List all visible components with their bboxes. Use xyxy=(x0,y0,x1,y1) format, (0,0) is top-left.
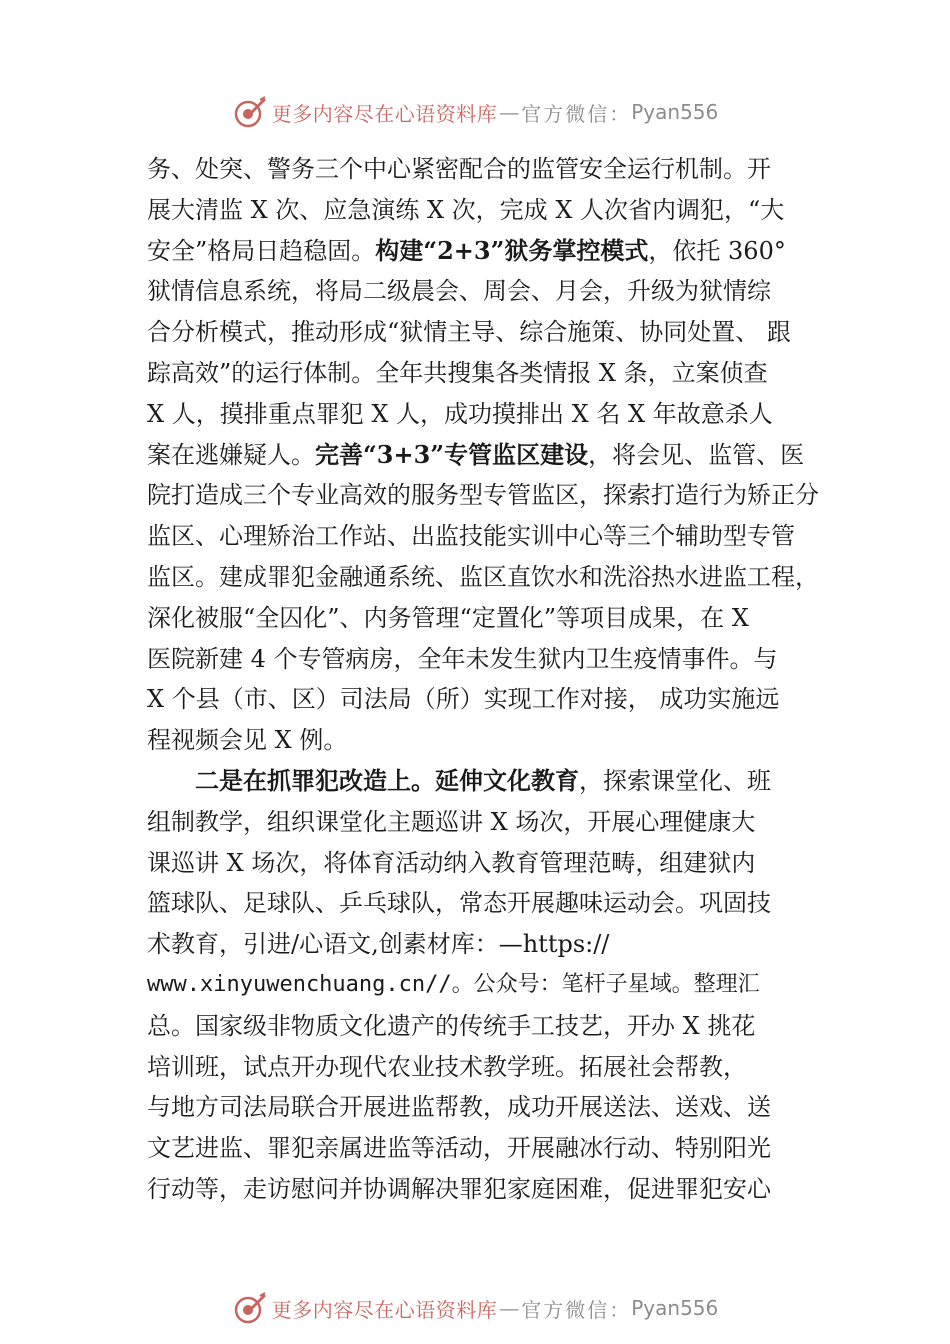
text-line: X 个县（市、区）司法局（所）实现工作对接， 成功实施远 xyxy=(147,685,780,714)
watermark-side-text: 官方微信： xyxy=(521,1297,632,1322)
text-line: 监区。建成罪犯金融通系统、监区直饮水和洗浴热水进监工程， xyxy=(147,562,819,591)
header-watermark xyxy=(0,92,950,132)
bold-heading: 二是在抓罪犯改造上。 xyxy=(195,765,435,795)
text-line: 培训班，试点开办现代农业技术教学班。拓展社会帮教， xyxy=(147,1052,747,1081)
text-line: 院打造成三个专业高效的服务型专管监区，探索打造行为矫正分 xyxy=(147,481,819,510)
text-line: 与地方司法局联合开展进监帮教，成功开展送法、送戏、送 xyxy=(147,1093,771,1122)
watermark-id: Pyan556 xyxy=(631,100,719,124)
text-span: ，探索课堂化、班 xyxy=(579,766,771,795)
bold-heading: 构建“2+3”狱务掌控模式 xyxy=(375,235,649,265)
watermark-text: 更多内容尽在心语资料库 xyxy=(271,1297,498,1322)
text-line: www.xinyuwenchuang.cn//。公众号：笔杆子星域。整理汇 xyxy=(147,971,760,997)
document-body xyxy=(147,149,837,1210)
text-line: 踪高效”的运行体制。全年共搜集各类情报 X 条，立案侦查 xyxy=(147,358,768,387)
text-line: 深化被服“全囚化”、内务管理“定置化”等项目成果，在 X xyxy=(147,603,749,632)
text-line: 合分析模式，推动形成“狱情主导、综合施策、协同处置、 跟 xyxy=(147,318,791,347)
text-line: 监区、心理矫治工作站、出监技能实训中心等三个辅助型专管 xyxy=(147,522,795,551)
watermark-id: Pyan556 xyxy=(631,1296,719,1320)
text-line: X 人，摸排重点罪犯 X 人，成功摸排出 X 名 X 年故意杀人 xyxy=(147,399,773,428)
watermark-separator: — xyxy=(499,100,520,124)
text-span: 安全”格局日趋稳固。 xyxy=(147,236,376,265)
text-line xyxy=(147,435,837,476)
watermark-separator: — xyxy=(499,1296,520,1320)
text-line: 行动等，走访慰问并协调解决罪犯家庭困难，促进罪犯安心 xyxy=(147,1174,771,1203)
text-line: 医院新建 4 个专管病房，全年未发生狱内卫生疫情事件。与 xyxy=(147,644,778,673)
text-line: 狱情信息系统，将局二级晨会、周会、月会，升级为狱情综 xyxy=(147,277,771,306)
text-line xyxy=(147,761,837,802)
text-line xyxy=(147,231,837,272)
footer-watermark xyxy=(0,1288,950,1328)
text-line: 课巡讲 X 场次，将体育活动纳入教育管理范畴，组建狱内 xyxy=(147,848,756,877)
text-line: 务、处突、警务三个中心紧密配合的监管安全运行机制。开 xyxy=(147,155,771,183)
quill-logo-icon xyxy=(232,1290,268,1326)
watermark-text: 更多内容尽在心语资料库 xyxy=(271,101,498,126)
watermark-side-text: 官方微信： xyxy=(521,101,632,126)
text-line: 文艺进监、罪犯亲属进监等活动，开展融冰行动、特别阳光 xyxy=(147,1134,771,1163)
bold-heading: 延伸文化教育 xyxy=(435,765,579,795)
bold-heading: 完善“3+3”专管监区建设 xyxy=(315,439,589,469)
text-span: ，将会见、监管、医 xyxy=(588,440,805,469)
text-line: 组制教学，组织课堂化主题巡讲 X 场次，开展心理健康大 xyxy=(147,807,756,836)
text-line: 总。国家级非物质文化遗产的传统手工技艺，开办 X 挑花 xyxy=(147,1011,756,1040)
text-span: 案在逃嫌疑人。 xyxy=(147,440,315,469)
text-line: 程视频会见 X 例。 xyxy=(147,726,348,755)
text-line: 展大清监 X 次、应急演练 X 次，完成 X 人次省内调犯，“大 xyxy=(147,195,785,224)
quill-logo-icon xyxy=(232,94,268,130)
text-line: 术教育，引进/心语文,创素材库：—https:// xyxy=(147,930,610,959)
text-span: ，依托 360° xyxy=(648,236,786,265)
text-line: 篮球队、足球队、乒乓球队，常态开展趣味运动会。巩固技 xyxy=(147,889,771,918)
